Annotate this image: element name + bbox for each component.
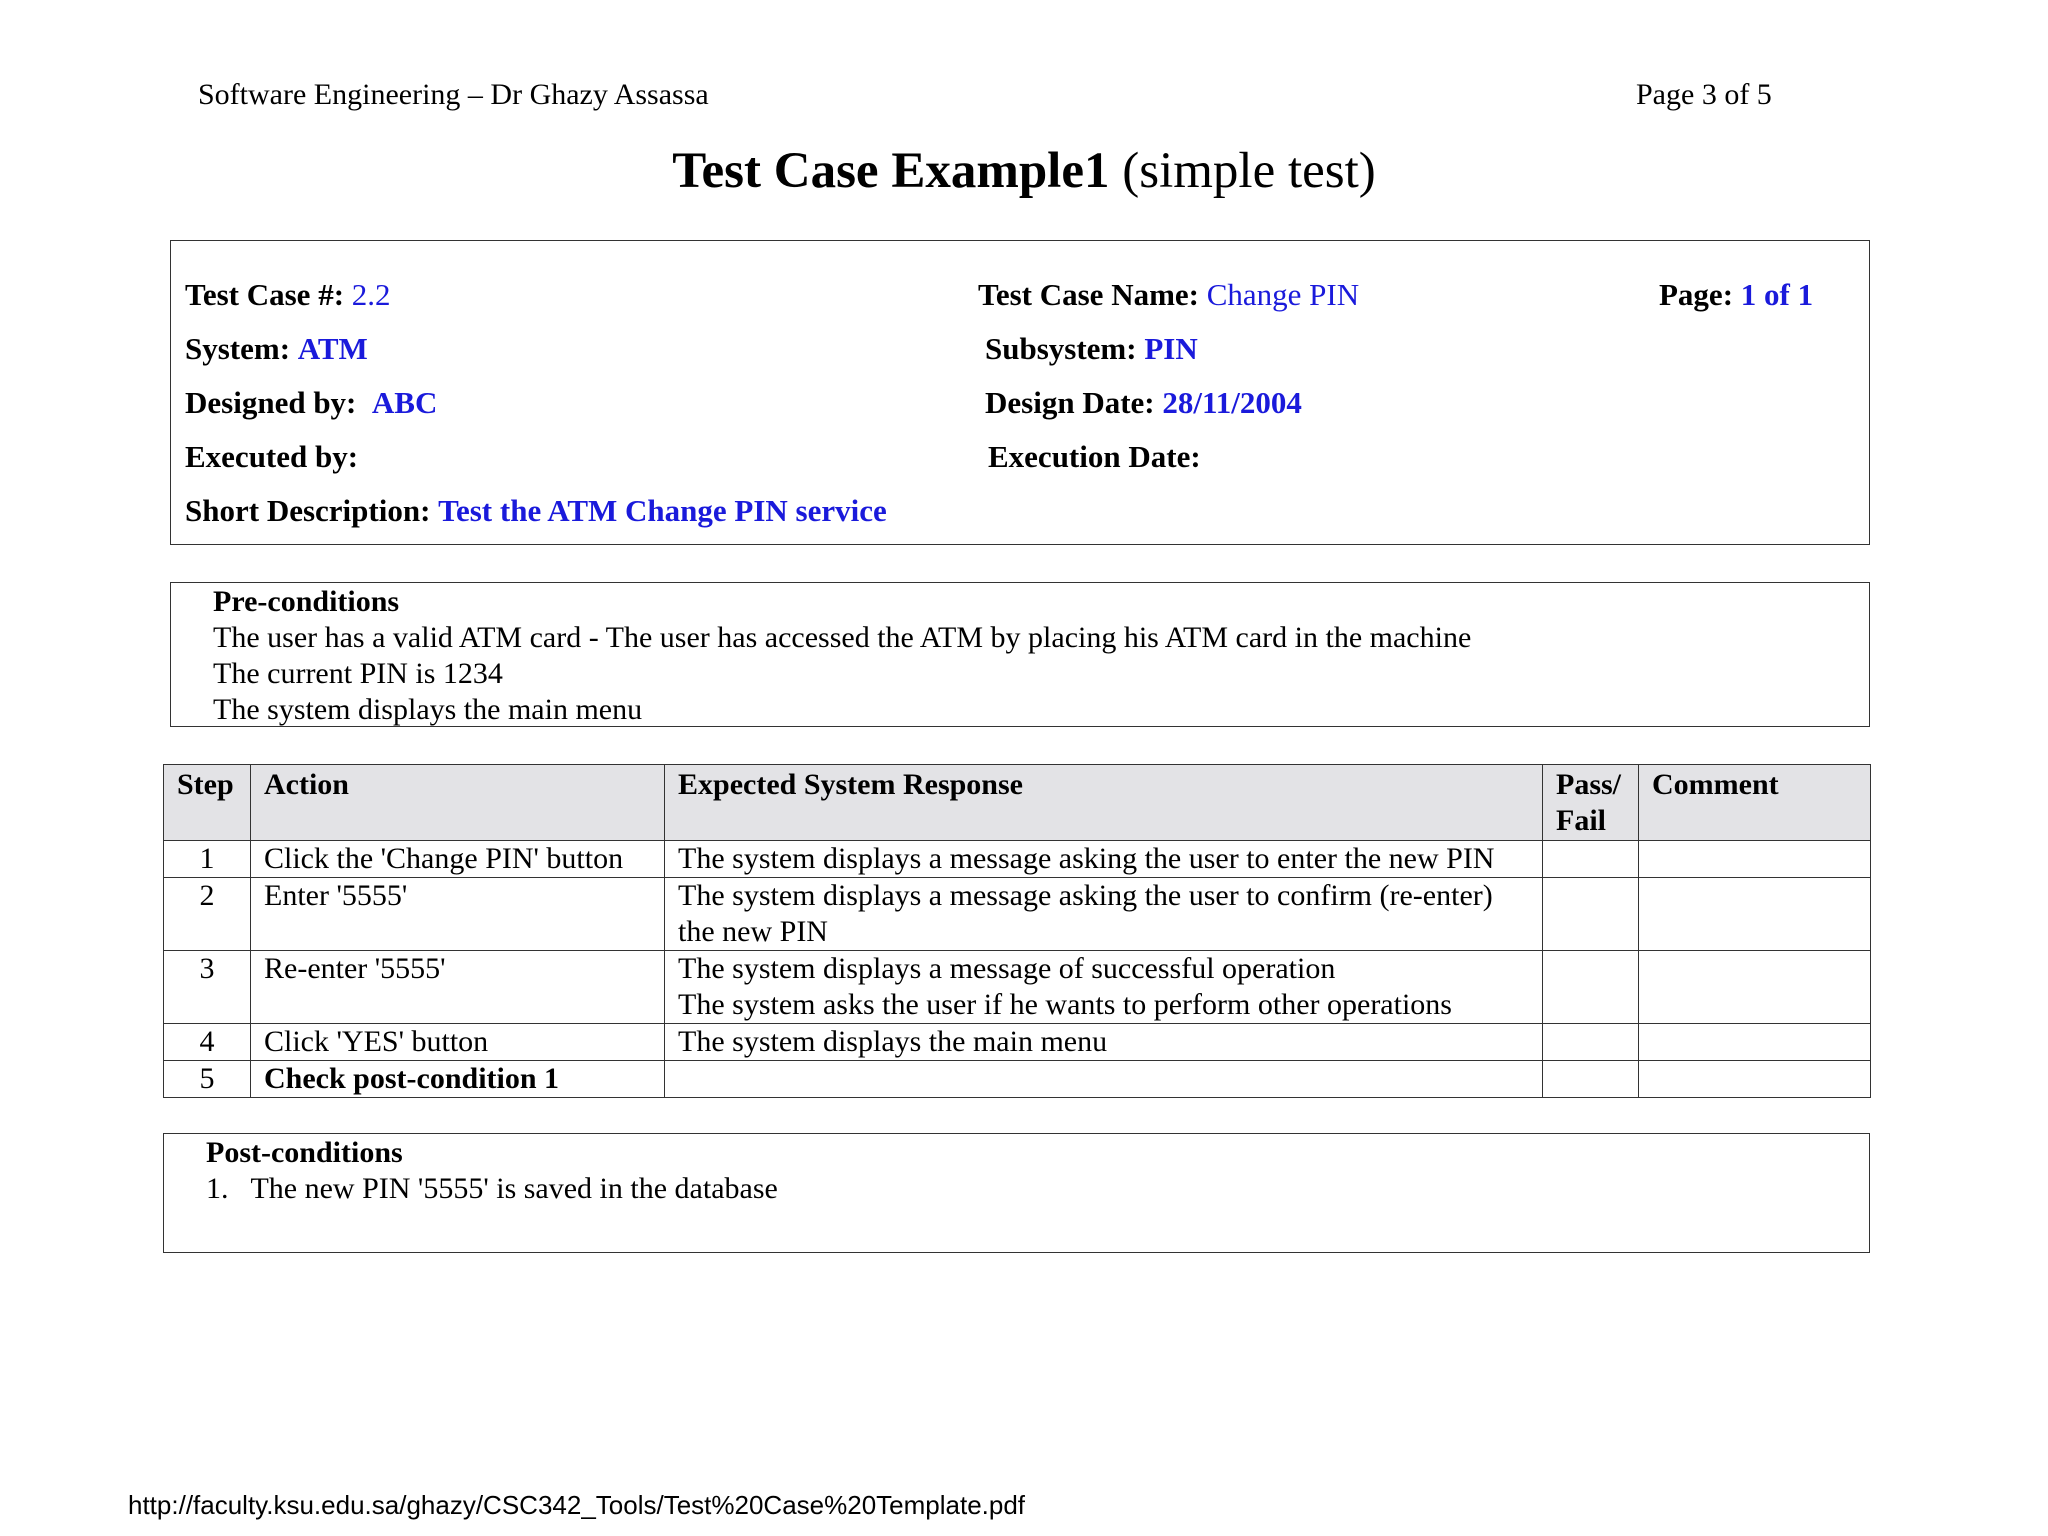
subsystem-label: Subsystem: xyxy=(985,331,1137,366)
preconditions xyxy=(213,584,1471,728)
header-comment: Comment xyxy=(1639,765,1871,841)
executed-by-label: Executed by: xyxy=(185,439,359,474)
table-header-row xyxy=(164,765,1871,841)
step-pass-fail xyxy=(1543,951,1639,1024)
step-response xyxy=(665,1024,1543,1061)
step-pass-fail xyxy=(1543,841,1639,878)
header-left: Software Engineering – Dr Ghazy Assassa xyxy=(198,78,709,111)
table-row xyxy=(164,841,1871,878)
step-comment xyxy=(1639,951,1871,1024)
step-comment xyxy=(1639,1061,1871,1098)
execution-date-label: Execution Date: xyxy=(988,439,1201,474)
executed-by xyxy=(185,439,358,475)
step-response-line: the new PIN xyxy=(678,915,828,948)
step-response-line: The system displays a message of successful operation xyxy=(678,952,1336,985)
step-response xyxy=(665,1061,1543,1098)
designed-by-label: Designed by: xyxy=(185,385,357,420)
designed-by xyxy=(185,385,437,421)
subsystem-value: PIN xyxy=(1144,331,1198,366)
step-action: Re-enter '5555' xyxy=(251,951,665,1024)
step-action: Click 'YES' button xyxy=(251,1024,665,1061)
step-response-line: The system asks the user if he wants to perform other operations xyxy=(678,988,1452,1021)
step-comment xyxy=(1639,841,1871,878)
step-number: 2 xyxy=(164,878,251,951)
page-value: 1 of 1 xyxy=(1740,277,1814,312)
test-steps-table xyxy=(163,764,1871,1098)
step-pass-fail xyxy=(1543,1024,1639,1061)
table-row xyxy=(164,1024,1871,1061)
short-description-value: Test the ATM Change PIN service xyxy=(438,493,887,528)
page-title xyxy=(0,142,2048,200)
execution-date xyxy=(988,439,1201,475)
step-action: Click the 'Change PIN' button xyxy=(251,841,665,878)
table-row xyxy=(164,878,1871,951)
step-response xyxy=(665,951,1543,1024)
step-action: Enter '5555' xyxy=(251,878,665,951)
step-action: Check post-condition 1 xyxy=(251,1061,665,1098)
test-case-number xyxy=(185,277,391,313)
step-number: 1 xyxy=(164,841,251,878)
test-case-number-value: 2.2 xyxy=(351,277,391,312)
header-pass-fail-line1: Pass/ xyxy=(1556,768,1622,801)
test-case-name xyxy=(978,277,1359,313)
source-url: http://faculty.ksu.edu.sa/ghazy/CSC342_Tools/Test%20Case%20Template.pdf xyxy=(128,1490,1026,1520)
title-bold: Test Case Example1 xyxy=(672,143,1110,199)
postcondition-number: 1. xyxy=(206,1172,229,1205)
title-normal: (simple test) xyxy=(1122,143,1376,199)
step-response-line: The system displays a message asking the user to confirm (re-enter) xyxy=(678,879,1493,912)
system-label: System: xyxy=(185,331,291,366)
step-number: 4 xyxy=(164,1024,251,1061)
step-response xyxy=(665,878,1543,951)
test-case-name-label: Test Case Name: xyxy=(978,277,1199,312)
postcondition-text: The new PIN '5555' is saved in the database xyxy=(250,1172,778,1205)
step-response-line: The system displays a message asking the user to enter the new PIN xyxy=(678,842,1495,875)
design-date-label: Design Date: xyxy=(985,385,1155,420)
table-row xyxy=(164,1061,1871,1098)
step-response xyxy=(665,841,1543,878)
header-expected-response: Expected System Response xyxy=(665,765,1543,841)
step-number: 5 xyxy=(164,1061,251,1098)
step-pass-fail xyxy=(1543,1061,1639,1098)
precondition-line: The system displays the main menu xyxy=(213,693,643,726)
designed-by-value: ABC xyxy=(371,385,438,420)
preconditions-title: Pre-conditions xyxy=(213,585,400,618)
precondition-line: The current PIN is 1234 xyxy=(213,657,503,690)
step-comment xyxy=(1639,878,1871,951)
system xyxy=(185,331,368,367)
header-step: Step xyxy=(164,765,251,841)
short-description-label: Short Description: xyxy=(185,493,431,528)
test-case-page xyxy=(1659,277,1813,313)
postconditions xyxy=(206,1135,778,1207)
step-pass-fail xyxy=(1543,878,1639,951)
subsystem xyxy=(985,331,1198,367)
step-number: 3 xyxy=(164,951,251,1024)
postcondition-item xyxy=(206,1171,778,1207)
header-pass-fail xyxy=(1543,765,1639,841)
table-row xyxy=(164,951,1871,1024)
design-date-value: 28/11/2004 xyxy=(1162,385,1302,420)
page-label: Page: xyxy=(1659,277,1734,312)
design-date xyxy=(985,385,1302,421)
postconditions-title: Post-conditions xyxy=(206,1136,403,1169)
short-description xyxy=(185,493,887,529)
header-pass-fail-line2: Fail xyxy=(1556,804,1606,837)
test-case-number-label: Test Case #: xyxy=(185,277,345,312)
step-comment xyxy=(1639,1024,1871,1061)
test-case-name-value: Change PIN xyxy=(1206,277,1360,312)
precondition-line: The user has a valid ATM card - The user has accessed the ATM by placing his ATM card in the machine xyxy=(213,621,1472,654)
page-number: Page 3 of 5 xyxy=(1636,78,1772,111)
header-action: Action xyxy=(251,765,665,841)
system-value: ATM xyxy=(297,331,368,366)
step-response-line: The system displays the main menu xyxy=(678,1025,1108,1058)
